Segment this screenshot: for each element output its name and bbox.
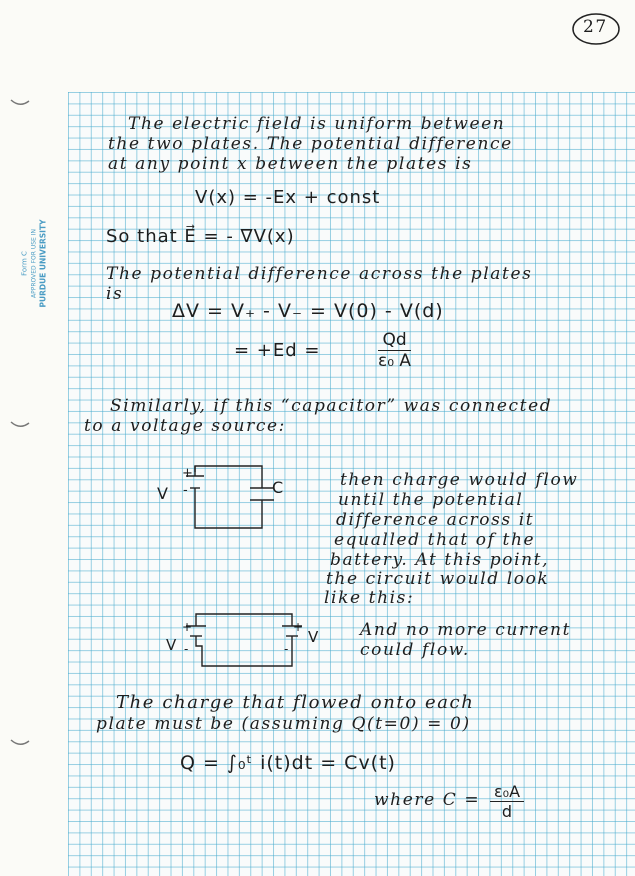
circuit2-voltage-right: V: [308, 628, 320, 646]
text-line-2: the two plates. The potential difference: [108, 134, 513, 154]
fraction-denominator: ε₀ A: [378, 351, 412, 371]
equation-potential: V(x) = -Ex + const: [195, 187, 381, 208]
punch-mark: [10, 738, 30, 748]
equation-field: So that E⃗ = - ∇V(x): [106, 226, 295, 247]
text-para-5: battery. At this point,: [330, 550, 550, 570]
circuit2-voltage-left: V: [166, 636, 178, 654]
punch-mark: [10, 420, 30, 430]
circuit1-voltage-label: V: [157, 484, 169, 503]
text-para-7: like this:: [324, 588, 415, 608]
circuit-battery-capacitor: [150, 458, 290, 538]
fraction-numerator: Qd: [378, 330, 411, 351]
circuit2-minus-right: -: [284, 642, 290, 656]
text-line-9: plate must be (assuming Q(t=0) = 0): [96, 714, 471, 734]
text-line-6: Similarly, if this “capacitor” was connected: [110, 396, 553, 416]
text-line-5: is: [106, 284, 124, 304]
fraction-numerator: ε₀A: [490, 782, 524, 802]
circuit-two-batteries: [160, 604, 320, 674]
circuit2-plus-right: +: [293, 620, 305, 634]
text-para-8: And no more current: [360, 620, 572, 640]
text-line-8: The charge that flowed onto each: [116, 692, 475, 713]
text-line-4: The potential difference across the plates: [106, 264, 533, 284]
fraction-denominator: d: [501, 802, 513, 821]
text-para-9: could flow.: [360, 640, 470, 660]
equation-ed: = +Ed =: [234, 340, 321, 361]
circuit1-minus: -: [183, 483, 189, 498]
text-para-1: then charge would flow: [340, 470, 579, 490]
text-line-3: at any point x between the plates is: [108, 154, 473, 174]
text-para-6: the circuit would look: [326, 569, 550, 589]
text-para-2: until the potential: [338, 490, 524, 510]
form-line3: PURDUE UNIVERSITY: [38, 219, 48, 308]
text-para-4: equalled that of the: [334, 530, 536, 550]
circuit2-minus-left: -: [184, 642, 190, 656]
text-line-7: to a voltage source:: [84, 416, 286, 436]
text-para-3: difference across it: [336, 510, 535, 530]
form-imprint: [4, 200, 64, 340]
fraction-qd: [378, 330, 411, 371]
text-where: where C =: [374, 790, 481, 810]
text-line-1: The electric field is uniform between: [128, 114, 506, 134]
equation-delta-v: ΔV = V₊ - V₋ = V(0) - V(d): [172, 300, 444, 322]
fraction-capacitance: [490, 782, 524, 821]
equation-charge-integral: Q = ∫₀ᵗ i(t)dt = Cv(t): [180, 752, 396, 774]
circuit1-plus: +: [182, 466, 194, 481]
circuit2-plus-left: +: [182, 620, 194, 634]
form-line2: APPROVED FOR USE IN: [30, 229, 38, 298]
form-line1: Form C: [20, 251, 29, 276]
page-number: 27: [583, 17, 608, 37]
circuit1-capacitor-label: C: [272, 478, 285, 497]
punch-mark: [10, 98, 30, 108]
